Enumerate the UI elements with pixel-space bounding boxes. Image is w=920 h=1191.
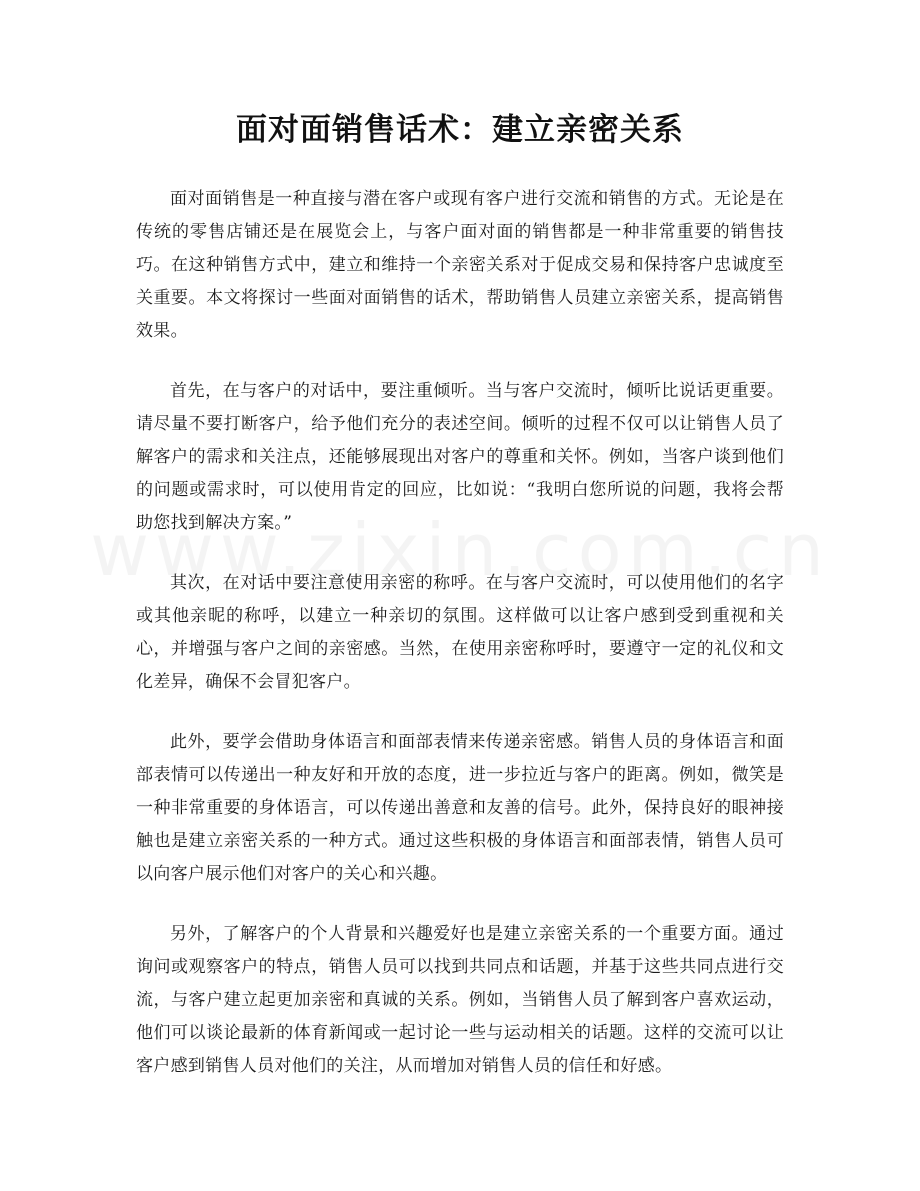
paragraph-background: 另外，了解客户的个人背景和兴趣爱好也是建立亲密关系的一个重要方面。通过询问或观察客户的特点，销售人员可以找到共同点和话题，并基于这些共同点进行交流，与客户建立起更加亲密和真诚的关系。例如，当销售人员了解到客户喜欢运动，他们可以谈论最新的体育新闻或一起讨论一些与运动相关的话题。这样的交流可以让客户感到销售人员对他们的关注，从而增加对销售人员的信任和好感。: [136, 924, 784, 1076]
paragraph-body-language: 此外，要学会借助身体语言和面部表情来传递亲密感。销售人员的身体语言和面部表情可以传递出一种友好和开放的态度，进一步拉近与客户的距离。例如，微笑是一种非常重要的身体语言，可以传递出善意和友善的信号。此外，保持良好的眼神接触也是建立亲密关系的一种方式。通过这些积极的身体语言和面部表情，销售人员可以向客户展示他们对客户的关心和兴趣。: [136, 732, 784, 884]
document-body: [136, 183, 784, 1110]
paragraph-addressing: 其次，在对话中要注意使用亲密的称呼。在与客户交流时，可以使用他们的名字或其他亲昵的称呼，以建立一种亲切的氛围。这样做可以让客户感到受到重视和关心，并增强与客户之间的亲密感。当然，在使用亲密称呼时，要遵守一定的礼仪和文化差异，确保不会冒犯客户。: [136, 573, 784, 692]
document-title: 面对面销售话术：建立亲密关系: [236, 112, 684, 148]
paragraph-listening: 首先，在与客户的对话中，要注重倾听。当与客户交流时，倾听比说话更重要。请尽量不要打断客户，给予他们充分的表述空间。倾听的过程不仅可以让销售人员了解客户的需求和关注点，还能够展现出对客户的尊重和关怀。例如，当客户谈到他们的问题或需求时，可以使用肯定的回应，比如说：“我明白您所说的问题，我将会帮助您找到解决方案。”: [136, 381, 784, 533]
paragraph-intro: 面对面销售是一种直接与潜在客户或现有客户进行交流和销售的方式。无论是在传统的零售店铺还是在展览会上，与客户面对面的销售都是一种非常重要的销售技巧。在这种销售方式中，建立和维持一个亲密关系对于促成交易和保持客户忠诚度至关重要。本文将探讨一些面对面销售的话术，帮助销售人员建立亲密关系，提高销售效果。: [136, 189, 784, 341]
